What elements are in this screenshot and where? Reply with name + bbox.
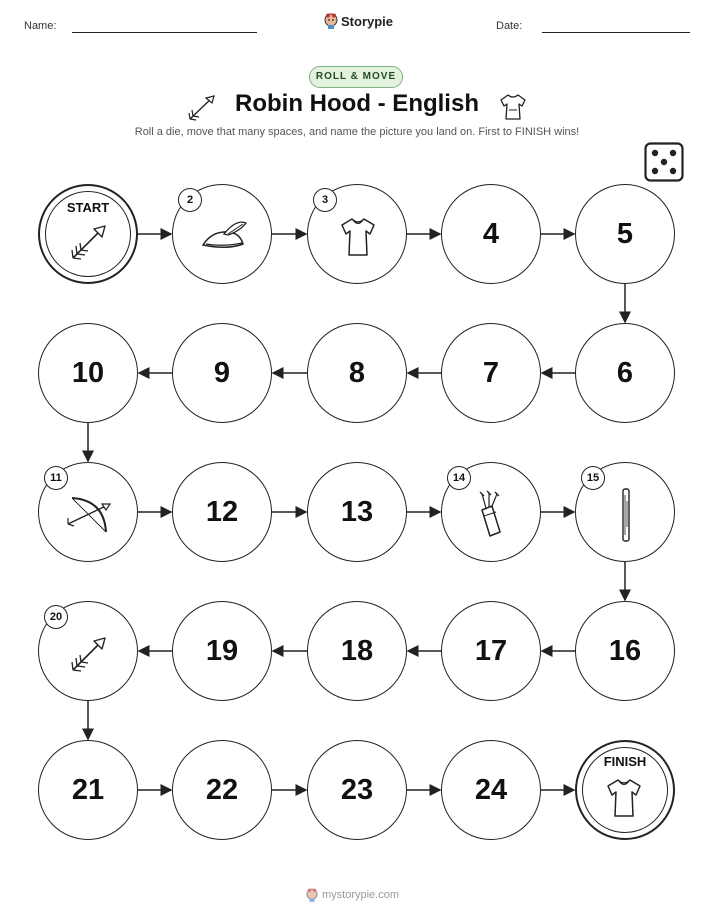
space-11[interactable] <box>38 462 138 562</box>
quiver-icon <box>472 490 512 545</box>
space-number: 5 <box>616 217 634 250</box>
space-21[interactable] <box>38 740 138 840</box>
space-15[interactable] <box>575 462 675 562</box>
space-22[interactable] <box>172 740 272 840</box>
space-number: 16 <box>608 634 642 667</box>
date-label: Date: <box>496 20 523 32</box>
space-2[interactable] <box>172 184 272 284</box>
tunic-icon <box>604 776 644 825</box>
space-9[interactable] <box>172 323 272 423</box>
space-number: 12 <box>205 495 239 528</box>
page-title: Robin Hood - English <box>235 90 479 117</box>
space-finish[interactable] <box>575 740 675 840</box>
space-16[interactable] <box>575 601 675 701</box>
space-number: 19 <box>205 634 239 667</box>
space-number: 10 <box>71 356 105 389</box>
space-4[interactable] <box>441 184 541 284</box>
footer <box>306 888 399 902</box>
space-number: 21 <box>71 773 105 806</box>
space-23[interactable] <box>307 740 407 840</box>
space-number-badge: 14 <box>447 466 471 490</box>
space-12[interactable] <box>172 462 272 562</box>
space-6[interactable] <box>575 323 675 423</box>
space-number: 17 <box>474 634 508 667</box>
space-number: 18 <box>340 634 374 667</box>
tunic-icon <box>338 215 378 264</box>
space-7[interactable] <box>441 323 541 423</box>
space-24[interactable] <box>441 740 541 840</box>
space-8[interactable] <box>307 323 407 423</box>
space-number: 22 <box>205 773 239 806</box>
footer-url: mystorypie.com <box>322 889 400 901</box>
space-number: 7 <box>482 356 500 389</box>
space-14[interactable] <box>441 462 541 562</box>
finish-label: FINISH <box>603 754 647 769</box>
space-number: 24 <box>474 773 508 806</box>
space-number-badge: 20 <box>44 605 68 629</box>
brand-name: Storypie <box>341 13 394 29</box>
space-20[interactable] <box>38 601 138 701</box>
space-start[interactable] <box>38 184 138 284</box>
space-10[interactable] <box>38 323 138 423</box>
space-number: 4 <box>482 217 500 250</box>
space-13[interactable] <box>307 462 407 562</box>
space-number-badge: 15 <box>581 466 605 490</box>
arrow-icon <box>67 632 111 681</box>
space-17[interactable] <box>441 601 541 701</box>
space-5[interactable] <box>575 184 675 284</box>
space-18[interactable] <box>307 601 407 701</box>
space-number: 13 <box>340 495 374 528</box>
bow-and-arrow-icon <box>64 490 114 545</box>
space-number: 8 <box>348 356 366 389</box>
space-number-badge: 2 <box>178 188 202 212</box>
space-3[interactable] <box>307 184 407 284</box>
space-number: 23 <box>340 773 374 806</box>
arrow-icon <box>67 220 111 269</box>
space-number: 9 <box>213 356 231 389</box>
space-number: 6 <box>616 356 634 389</box>
space-19[interactable] <box>172 601 272 701</box>
start-label: START <box>66 200 110 215</box>
staff-icon <box>616 487 636 548</box>
roll-and-move-badge: ROLL & MOVE <box>309 66 403 88</box>
instructions-text: Roll a die, move that many spaces, and name the picture you land on. First to FINISH wins! <box>134 126 580 138</box>
space-number-badge: 3 <box>313 188 337 212</box>
storypie-mascot-icon <box>306 888 318 902</box>
name-label: Name: <box>24 20 57 32</box>
space-number-badge: 11 <box>44 466 68 490</box>
feathered-cap-icon <box>198 217 248 262</box>
